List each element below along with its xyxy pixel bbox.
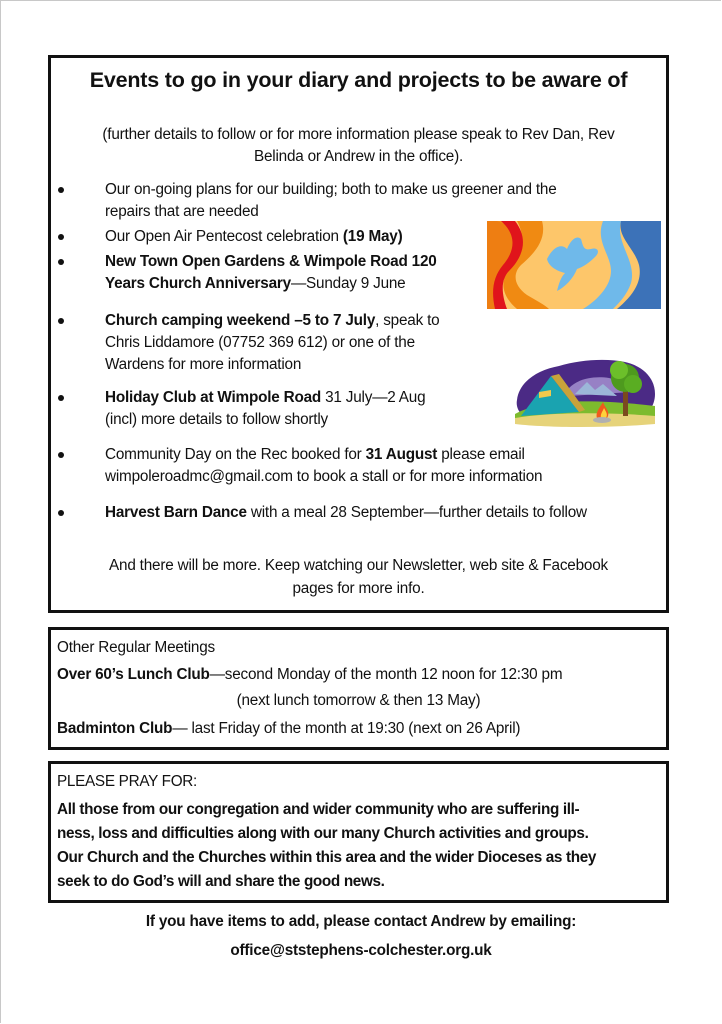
events-intro (57, 124, 660, 168)
bullet-icon (58, 395, 64, 401)
event-text-regular: please email (437, 446, 525, 463)
bullet-icon (58, 187, 64, 193)
pray-line: Our Church and the Churches within this area and the wider Dioceses as they (57, 849, 597, 866)
event-text-line (105, 332, 439, 354)
event-text-bold: 31 August (365, 446, 438, 463)
event-text-line (105, 201, 557, 223)
event-text-line (105, 226, 403, 248)
pentecost-dove-flame-image (487, 221, 661, 309)
event-text-regular: repairs that are needed (105, 203, 259, 220)
event-text-line (105, 251, 437, 273)
badminton-line (57, 718, 520, 740)
event-text (105, 251, 437, 295)
regular-meetings-box (48, 627, 669, 750)
event-text-regular: 31 July—2 Aug (321, 389, 426, 406)
event-text-bold: Holiday Club at Wimpole Road (105, 389, 322, 406)
pray-line: ness, loss and difficulties along with our many Church activities and groups. (57, 825, 589, 842)
event-text-regular: —Sunday 9 June (290, 275, 406, 292)
please-pray-box (48, 761, 669, 903)
event-text-line (105, 179, 557, 201)
event-text-line (105, 466, 542, 488)
event-text (105, 179, 557, 223)
lunch-club-name: Over 60’s Lunch Club (57, 666, 210, 683)
event-text-bold: Church camping weekend –5 to 7 July (105, 312, 376, 329)
pray-line: All those from our congregation and wider community who are suffering ill- (57, 801, 580, 818)
event-text-bold: (19 May) (342, 228, 403, 245)
event-text-line (105, 444, 542, 466)
event-text-line (105, 387, 425, 409)
contact-line: If you have items to add, please contact Andrew by emailing: (145, 913, 577, 930)
pray-text (57, 798, 658, 894)
event-text-regular: Chris Liddamore (07752 369 612) or one of the (105, 334, 415, 351)
camping-tent-campfire-image (509, 348, 659, 428)
event-text-line (105, 273, 437, 295)
event-text-line (105, 310, 439, 332)
meetings-heading: Other Regular Meetings (57, 639, 215, 656)
lunch-club-next: (next lunch tomorrow & then 13 May) (236, 692, 481, 709)
pray-heading: PLEASE PRAY FOR: (57, 773, 198, 790)
events-title: Events to go in your diary and projects to be aware of (89, 68, 628, 92)
event-text (105, 310, 439, 376)
event-text-line (105, 409, 425, 431)
event-text-regular: , speak to (375, 312, 440, 329)
event-text (105, 502, 587, 524)
contact-email-link[interactable]: office@ststephens-colchester.org.uk (230, 942, 492, 959)
bullet-icon (58, 259, 64, 265)
bullet-icon (58, 510, 64, 516)
event-text-regular: with a meal 28 September—further details to follow (246, 504, 587, 521)
events-footer (55, 554, 662, 600)
event-text-line (105, 354, 439, 376)
events-box (48, 55, 669, 613)
event-text (105, 444, 542, 488)
events-footer-line: pages for more info. (292, 580, 425, 597)
event-text-regular: (incl) more details to follow shortly (105, 411, 328, 428)
event-text-regular: wimpoleroadmc@gmail.com to book a stall or for more information (105, 468, 543, 485)
pray-line: seek to do God’s will and share the good news. (57, 873, 385, 890)
bullet-icon (58, 318, 64, 324)
event-text (105, 226, 403, 248)
events-intro-line: Belinda or Andrew in the office). (253, 148, 464, 165)
event-text (105, 387, 425, 431)
lunch-club-detail: —second Monday of the month 12 noon for 12:30 pm (209, 666, 563, 683)
event-text-bold: Years Church Anniversary (105, 275, 291, 292)
event-text-regular: Our Open Air Pentecost celebration (105, 228, 343, 245)
event-text-line (105, 502, 587, 524)
events-footer-line: And there will be more. Keep watching our Newsletter, web site & Facebook (109, 557, 608, 574)
event-text-regular: Our on-going plans for our building; both to make us greener and the (105, 181, 557, 198)
bullet-icon (58, 452, 64, 458)
events-intro-line: (further details to follow or for more information please speak to Rev Dan, Rev (102, 126, 615, 143)
event-text-regular: Community Day on the Rec booked for (105, 446, 366, 463)
bullet-icon (58, 234, 64, 240)
badminton-detail: — last Friday of the month at 19:30 (next on 26 April) (172, 720, 521, 737)
event-text-bold: New Town Open Gardens & Wimpole Road 120 (105, 253, 437, 270)
event-text-bold: Harvest Barn Dance (105, 504, 247, 521)
badminton-name: Badminton Club (57, 720, 173, 737)
lunch-club-line (57, 664, 562, 686)
event-text-regular: Wardens for more information (105, 356, 302, 373)
